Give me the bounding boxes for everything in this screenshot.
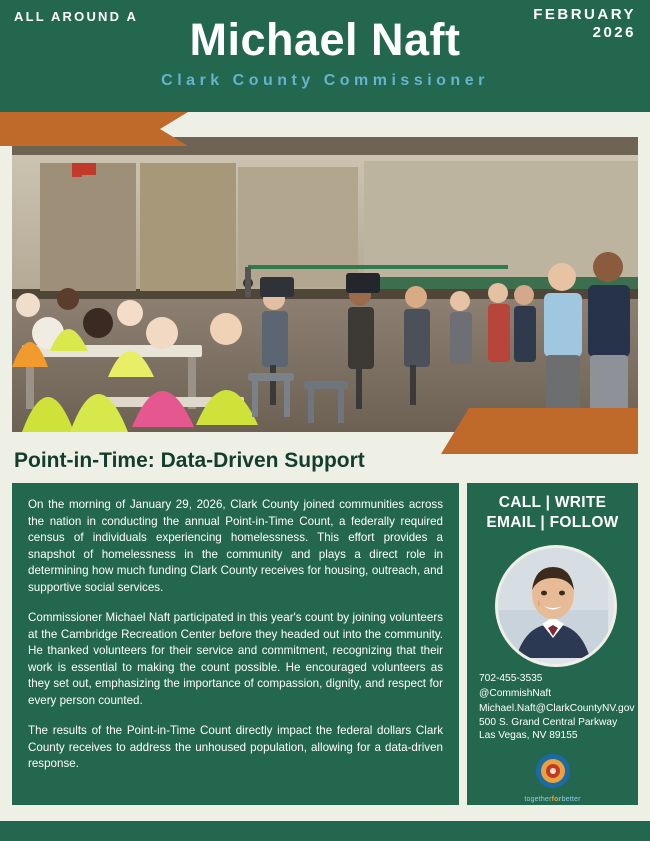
contact-panel (467, 483, 638, 805)
article-paragraph-1: On the morning of January 29, 2026, Clark County joined communities across the nation in conducting the annual Point-in-Time Count, a federally required census of individuals experiencing homelessness. This effort provides a snapshot of homelessness in the community and plays a direct role in determining how much funding Clark County receives for housing, outreach, and supportive social services. (28, 498, 443, 594)
logo-tagline-part-3: better (561, 796, 581, 803)
contact-address-line-1: 500 S. Grand Central Parkway (479, 717, 618, 728)
contact-phone[interactable]: 702-455-3535 (479, 673, 543, 684)
logo-tagline-part-2: for (551, 796, 562, 803)
avatar (495, 545, 617, 667)
footer-bar (0, 821, 650, 841)
hero-photo-illustration (12, 137, 638, 432)
contact-social-handle[interactable]: @CommishNaft (479, 688, 552, 699)
logo-tagline (467, 796, 638, 803)
article-paragraph-2: Commissioner Michael Naft participated in this year's count by joining volunteers at the Cambridge Recreation Center before they headed out into the community. He thanked volunteers for their service and commitment, recognizing that their work is essential to making the count possible. He encouraged volunteers as they set out, emphasizing the importance of compassion, dignity, and respect for every person counted. (28, 611, 443, 707)
section-ribbon (0, 112, 188, 146)
page-subtitle: Clark County Commissioner (161, 72, 489, 89)
contact-address-line-2: Las Vegas, NV 89155 (479, 730, 578, 741)
contact-details (479, 671, 634, 742)
date-year: 2026 (592, 24, 636, 41)
avatar-portrait (498, 548, 608, 658)
date-month: FEBRUARY (533, 6, 636, 23)
county-logo (467, 753, 638, 803)
article-headline: Point-in-Time: Data-Driven Support (14, 449, 365, 472)
date-tag (441, 408, 638, 454)
logo-tagline-part-1: together (524, 796, 552, 803)
article-body (12, 483, 459, 805)
section-ribbon-label: ALL AROUND A (14, 9, 139, 24)
contact-panel-title (467, 493, 638, 533)
contact-title-line-2: EMAIL | FOLLOW (486, 514, 619, 531)
clark-county-seal-icon (535, 753, 571, 789)
contact-email[interactable]: Michael.Naft@ClarkCountyNV.gov (479, 703, 635, 714)
hero-photo (12, 137, 638, 432)
page-title: Michael Naft (189, 14, 461, 65)
contact-title-line-1: CALL | WRITE (498, 494, 607, 511)
article-paragraph-3: The results of the Point-in-Time Count directly impact the federal dollars Clark County receives to address the unhoused population, allowing for a data-driven response. (28, 724, 443, 770)
